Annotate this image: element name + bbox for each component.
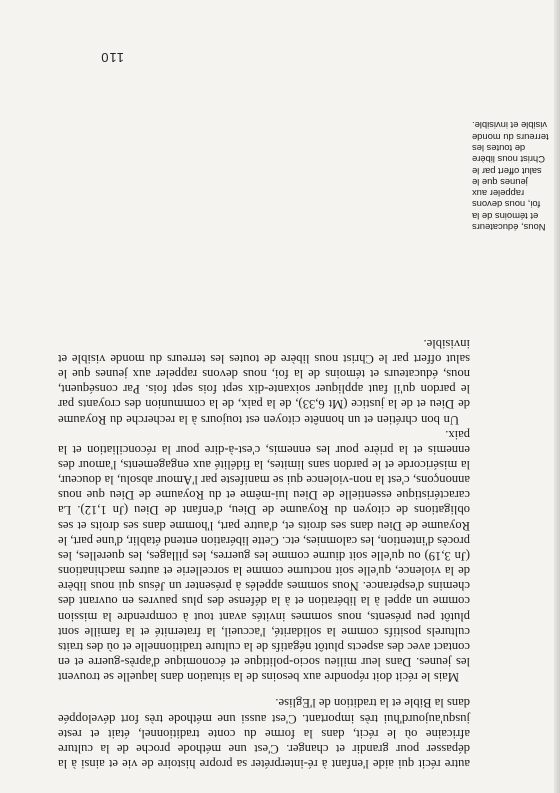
margin-pull-quote: Nous, éducateurs et témoins de la foi, nous devons rappeler aux jeunes que le salut offert par le Christ nous libère de toutes les terreurs du monde visible et invisible.: [472, 120, 549, 233]
paragraph-3: Un bon chrétien et un honnête citoyen est toujours à la recherche du Royaume de Dieu et de la justice (Mt 6,33), de la paix, de la communion des croyants par le pardon qu'il faut appliquer soixante-dix sept fois sept fois. Par conséquent, nous, éducateurs et témoins de la foi, nous devons rappeler aux jeunes que le salut offert par le Christ nous libère de toutes les terreurs du monde visible et invisible.: [58, 336, 470, 427]
paragraph-1: autre récit qui aide l'enfant à ré-interpréter sa propre histoire de vie et ainsi à la dépasser pour grandir et changer. C'est une méthode proche de la culture africaine où le récit, dans la forme du conte traditionnel, était et reste jusqu'aujourd'hui très important. C'est aussi une méthode très fort développée dans la Bible et la tradition de l'Eglise.: [58, 696, 470, 771]
bleed-through-text: [58, 684, 470, 695]
page-edge-shadow: [554, 0, 560, 793]
body-text: [58, 336, 470, 771]
page-number: 110: [100, 50, 124, 65]
paragraph-2: Mais le récit doit répondre aux besoins de la situation dans laquelle se trouvent les jeunes. Dans leur milieu socio-politique et économique d'après-guerre et en contact avec des aspects plutôt négatifs de la culture traditionnelle et où des traits culturels positifs comme la solidarité, l'accueil, la fraternité et la famille sont plutôt peu présents, nous sommes invités avant tout à comprendre la mission comme un appel à la libération et à la défense des plus pauvres en ouvrant des chemins d'espérance. Nous sommes appelés à présenter un Jésus qui nous libère de la violence, qu'elle soit nocturne comme la sorcellerie et autres machinations (Jn 3,19) ou qu'elle soit diurne comme les guerres, les pillages, les querelles, les procès d'intention, les calomnies, etc. Cette libération entend établir, d'une part, le Royaume de Dieu dans ses droits et, d'autre part, l'homme dans ses droits et ses obligations de citoyen du Royaume de Dieu, d'enfant de Dieu (Jn 1,12). La caractéristique essentielle de Dieu lui-même et du Royaume de Dieu que nous annonçons, c'est la non-violence qui se manifeste par l'Amour absolu, la douceur, la miséricorde et le pardon sans limites, la fidélité aux engagements, l'amour des ennemis et la prière pour les ennemis, c'est-à-dire pour la réconciliation et la paix.: [58, 427, 470, 685]
